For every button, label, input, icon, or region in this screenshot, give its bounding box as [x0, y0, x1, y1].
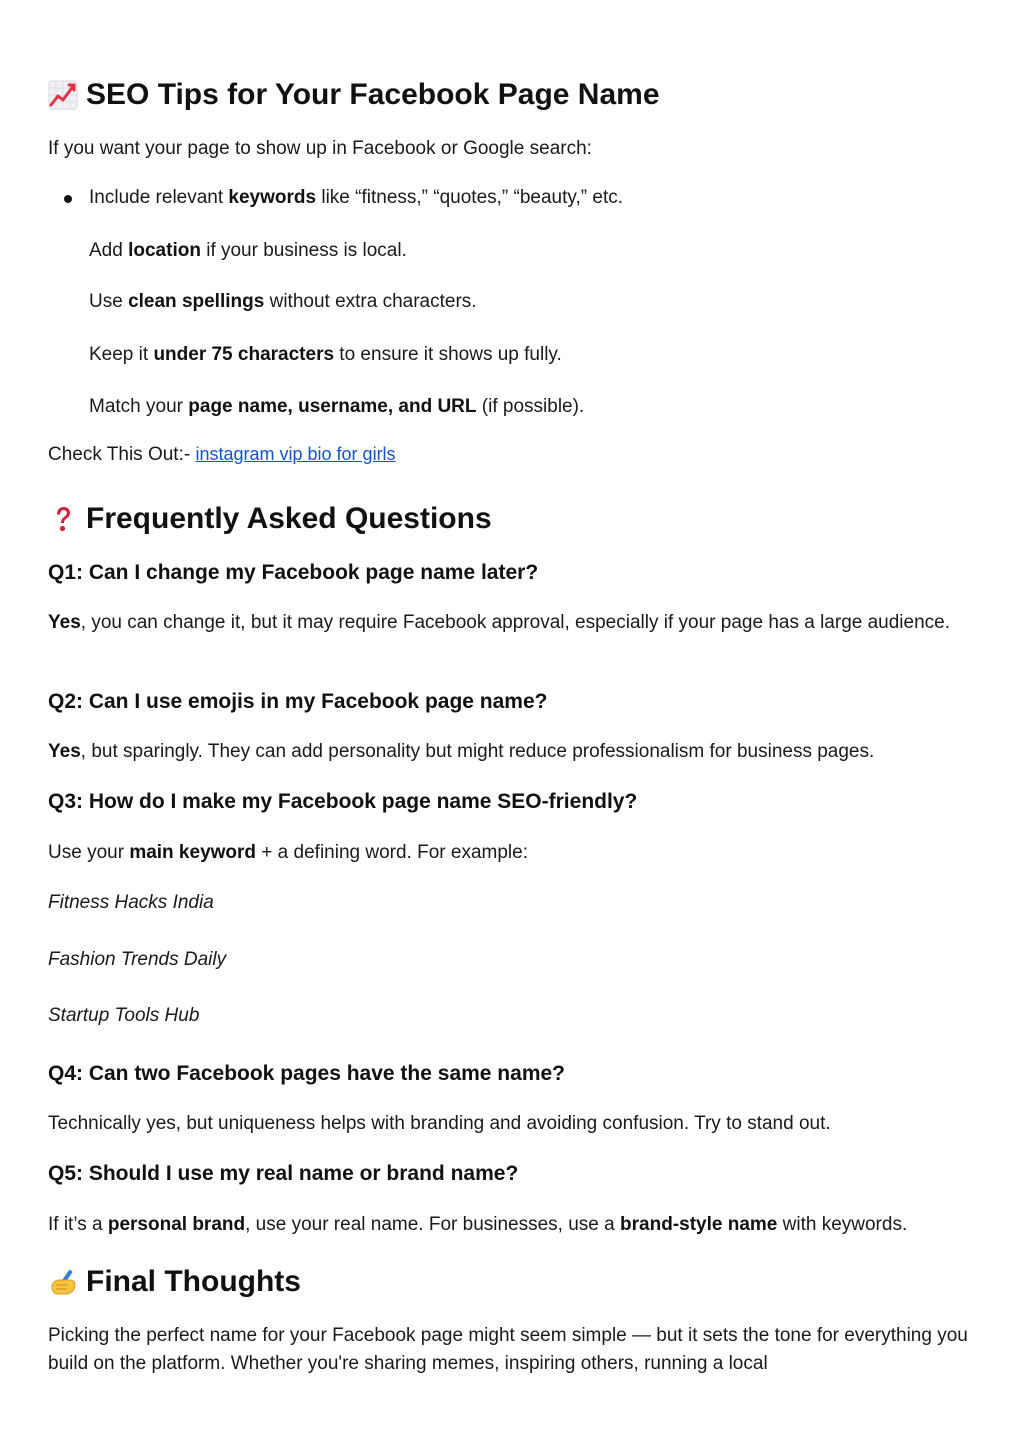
check-prefix: Check This Out:- — [48, 444, 196, 465]
q4-answer: Technically yes, but uniqueness helps with branding and avoiding confusion. Try to stand out. — [48, 1113, 831, 1134]
q1-answer-bold: Yes — [48, 612, 81, 633]
q5-question: Q5: Should I use my real name or brand name? — [48, 1162, 519, 1185]
seo-heading-text: SEO Tips for Your Facebook Page Name — [86, 78, 660, 111]
tip-text: Add — [89, 240, 129, 261]
tip-text: Include relevant — [89, 187, 229, 208]
tip-keyword: clean spellings — [128, 291, 265, 312]
final-heading — [48, 1265, 301, 1299]
tip-text: Use — [89, 291, 129, 312]
faq-heading — [48, 502, 492, 536]
q3-answer — [48, 839, 528, 867]
writing-hand-icon — [48, 1267, 78, 1297]
q2-answer-bold: Yes — [48, 741, 81, 762]
q1-answer — [48, 609, 968, 637]
faq-heading-text: Frequently Asked Questions — [86, 502, 492, 535]
q3-question: Q3: How do I make my Facebook page name SEO-friendly? — [48, 790, 638, 813]
q3-answer-bold: main keyword — [129, 842, 257, 863]
q5-answer-text: If it’s a — [48, 1214, 108, 1235]
q1-answer-text: , you can change it, but it may require Facebook approval, especially if your page has a large audience. — [80, 612, 951, 633]
tip-keyword: keywords — [228, 187, 317, 208]
final-heading-text: Final Thoughts — [86, 1265, 301, 1298]
red-question-mark-icon — [48, 504, 78, 534]
seo-intro: If you want your page to show up in Facebook or Google search: — [48, 138, 592, 159]
tip-list-item — [89, 393, 584, 421]
seo-heading — [48, 78, 660, 112]
q2-answer-text: , but sparingly. They can add personality but might reduce professionalism for business pages. — [80, 741, 875, 762]
tip-text: to ensure it shows up fully. — [334, 344, 562, 365]
q2-answer — [48, 738, 874, 766]
q5-answer-bold: personal brand — [107, 1214, 246, 1235]
tip-text: without extra characters. — [264, 291, 477, 312]
tip-text: like “fitness,” “quotes,” “beauty,” etc. — [316, 187, 624, 208]
q3-answer-text: + a defining word. For example: — [256, 842, 528, 863]
example-item: Fitness Hacks India — [48, 892, 214, 913]
q5-answer-bold: brand-style name — [620, 1214, 778, 1235]
chart-increasing-icon — [48, 80, 78, 110]
tip-keyword: under 75 characters — [153, 344, 335, 365]
example-item: Fashion Trends Daily — [48, 949, 227, 970]
tip-list-item — [89, 341, 562, 369]
tip-keyword: page name, username, and URL — [188, 396, 477, 417]
bullet-icon — [64, 195, 72, 203]
tip-list-item — [89, 237, 407, 265]
q1-question: Q1: Can I change my Facebook page name later? — [48, 561, 539, 584]
tip-list-item — [89, 288, 477, 316]
tip-text: (if possible). — [476, 396, 585, 417]
q5-answer-text: with keywords. — [777, 1214, 908, 1235]
instagram-bio-link[interactable]: instagram vip bio for girls — [195, 444, 396, 464]
q4-question: Q4: Can two Facebook pages have the same name? — [48, 1062, 565, 1085]
tip-keyword: location — [128, 240, 201, 261]
q2-question: Q2: Can I use emojis in my Facebook page name? — [48, 690, 548, 713]
tip-text: if your business is local. — [200, 240, 407, 261]
q5-answer-text: , use your real name. For businesses, use a — [245, 1214, 621, 1235]
example-item: Startup Tools Hub — [48, 1005, 200, 1026]
check-this-out — [48, 440, 396, 469]
tip-text: Keep it — [89, 344, 154, 365]
final-paragraph: Picking the perfect name for your Facebook page might seem simple — but it sets the tone for everything you build on the platform. Whether you're sharing memes, inspiring others, running a local — [48, 1325, 968, 1374]
q5-answer — [48, 1211, 907, 1239]
q3-answer-text: Use your — [48, 842, 130, 863]
tip-text: Match your — [89, 396, 189, 417]
